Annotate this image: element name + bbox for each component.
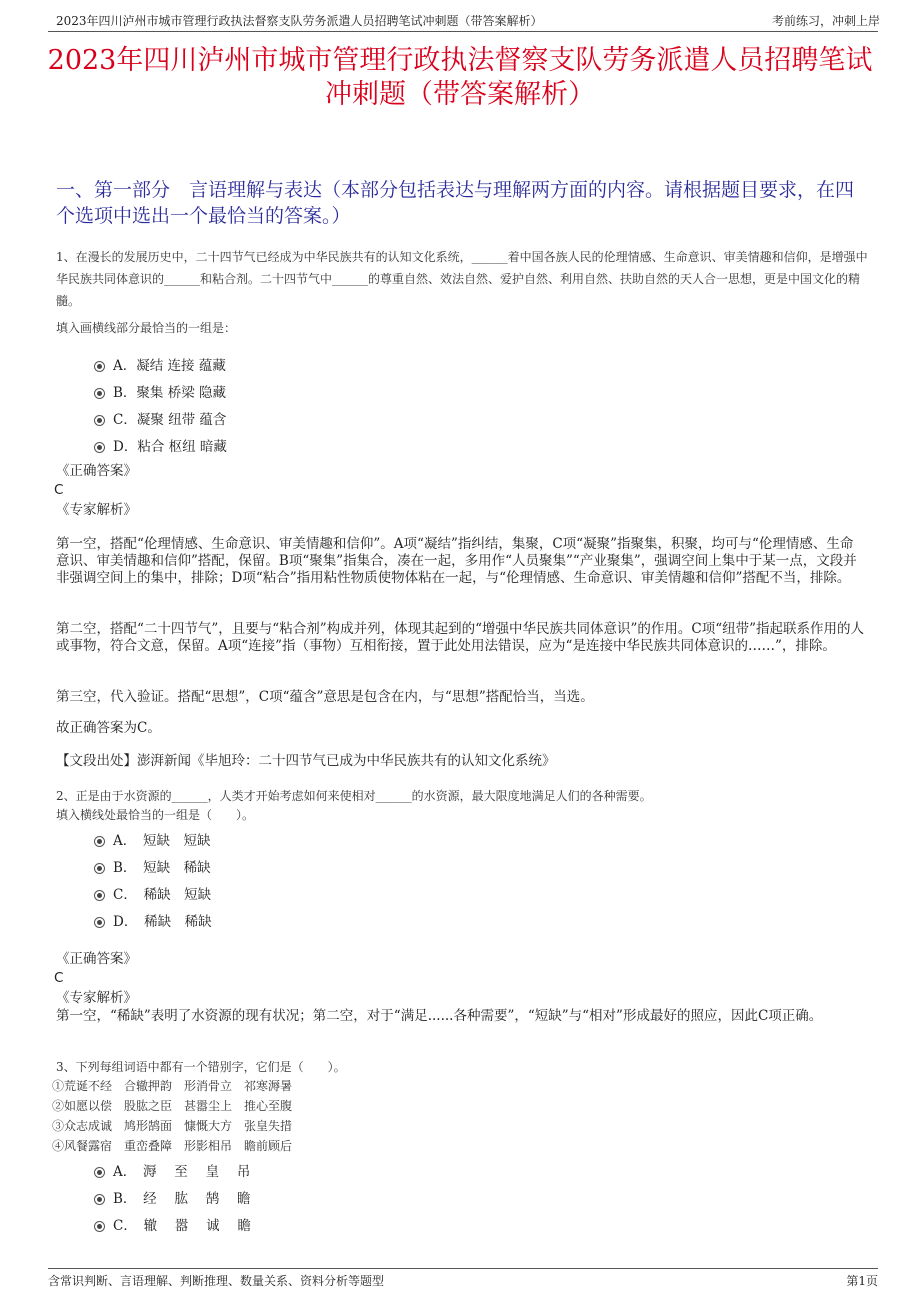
- radio-icon[interactable]: [94, 415, 105, 426]
- footer-note: 含常识判断、言语理解、判断推理、数量关系、资料分析等题型: [48, 1274, 385, 1288]
- section-heading: 一、第一部分 言语理解与表达（本部分包括表达与理解两方面的内容。请根据题目要求，在四个选项中选出一个最恰当的答案。）: [56, 179, 855, 227]
- header-title: 2023年四川泸州市城市管理行政执法督察支队劳务派遣人员招聘笔试冲刺题（带答案解析）: [56, 14, 543, 28]
- option-label: B． 短缺 稀缺: [113, 860, 211, 876]
- option-label: B．聚集 桥梁 隐藏: [113, 385, 227, 401]
- q1-option-b[interactable]: [94, 381, 226, 401]
- q2-stem: 2、正是由于水资源的______，人类才开始考虑如何来使相对______的水资源，最大限度地满足人们的各种需要。: [56, 789, 652, 803]
- option-label: C． 稀缺 短缺: [113, 887, 212, 903]
- q3-stem: 3、下列每组词语中都有一个错别字，它们是（ ）。: [56, 1060, 346, 1074]
- option-label: A． 溽 至 皇 吊: [113, 1164, 251, 1180]
- q1-option-d[interactable]: [94, 435, 227, 455]
- option-label: A． 短缺 短缺: [113, 833, 211, 849]
- q1-option-c[interactable]: [94, 408, 226, 428]
- q3-option-c[interactable]: [94, 1214, 251, 1234]
- radio-icon[interactable]: [94, 1194, 105, 1205]
- q1-analysis-para-1: 第一空，搭配“伦理情感、生命意识、审美情趣和信仰”。A项“凝结”指纠结，集聚，C项“凝聚”指聚集，积聚，均可与“伦理情感、生命意识、审美情趣和信仰”搭配，保留。B项“聚集”指集合，凑在一起，多用作“人员聚集”“产业聚集”，强调空间上集中于某一点，文段并非强调空间上的集中，排除；D项“粘合”指用粘性物质使物体粘在一起，与“伦理情感、生命意识、审美情趣和信仰”搭配不当，排除。: [56, 536, 857, 586]
- page-number: 第1页: [846, 1274, 878, 1288]
- radio-icon[interactable]: [94, 836, 105, 847]
- q1-analysis-label: 《专家解析》: [56, 502, 137, 518]
- option-label: C． 辙 嚣 诚 瞻: [113, 1218, 251, 1234]
- q1-answer-label: 《正确答案》: [56, 463, 137, 479]
- q1-source: 【文段出处】澎湃新闻《毕旭玲：二十四节气已成为中华民族共有的认知文化系统》: [56, 753, 556, 769]
- q2-answer-label: 《正确答案》: [56, 951, 137, 967]
- option-label: A．凝结 连接 蕴藏: [113, 358, 226, 374]
- radio-icon[interactable]: [94, 917, 105, 928]
- q2-option-d[interactable]: [94, 910, 212, 930]
- radio-icon[interactable]: [94, 863, 105, 874]
- option-label: C．凝聚 纽带 蕴含: [113, 412, 227, 428]
- option-label: D． 稀缺 稀缺: [113, 914, 212, 930]
- option-label: B． 经 肱 鹄 瞻: [113, 1191, 251, 1207]
- q3-option-a[interactable]: [94, 1160, 250, 1180]
- document-title: 2023年四川泸州市城市管理行政执法督察支队劳务派遣人员招聘笔试冲刺题（带答案解析）: [47, 45, 873, 110]
- q2-answer: C: [54, 970, 64, 986]
- q3-option-b[interactable]: [94, 1187, 251, 1207]
- q1-answer: C: [54, 482, 64, 498]
- header-divider: [48, 31, 878, 32]
- q3-line-3: ③众志成诚 鸠形鹄面 慷慨大方 张皇失措: [52, 1119, 293, 1133]
- q1-stem: 1、在漫长的发展历史中，二十四节气已经成为中华民族共有的认知文化系统，______着中国各族人民的伦理情感、生命意识、审美情趣和信仰，是增强中华民族共同体意识的______和粘合剂。二十四节气中______的尊重自然、效法自然、爱护自然、利用自然、扶助自然的天人合一思想，更是中国文化的精髓。: [56, 250, 868, 308]
- radio-icon[interactable]: [94, 442, 105, 453]
- q2-option-a[interactable]: [94, 829, 211, 849]
- q2-option-b[interactable]: [94, 856, 211, 876]
- q1-analysis-conclusion: 故正确答案为C。: [56, 720, 161, 736]
- q3-line-4: ④风餐露宿 重峦叠障 形影相吊 瞻前顾后: [52, 1139, 293, 1153]
- q1-prompt: 填入画横线部分最恰当的一组是：: [56, 321, 237, 335]
- q1-analysis-para-3: 第三空，代入验证。搭配“思想”，C项“蕴含”意思是包含在内，与“思想”搭配恰当，当选。: [56, 689, 594, 705]
- q3-line-1: ①荒诞不经 合辙押韵 形消骨立 祁寒溽暑: [52, 1079, 293, 1093]
- q3-line-2: ②如愿以偿 股肱之臣 甚嚣尘上 推心至腹: [52, 1099, 293, 1113]
- radio-icon[interactable]: [94, 1167, 105, 1178]
- radio-icon[interactable]: [94, 890, 105, 901]
- q2-prompt: 填入横线处最恰当的一组是（ ）。: [56, 808, 255, 822]
- radio-icon[interactable]: [94, 1221, 105, 1232]
- q1-option-a[interactable]: [94, 354, 226, 374]
- q2-analysis-label: 《专家解析》: [56, 990, 137, 1006]
- radio-icon[interactable]: [94, 388, 105, 399]
- q1-analysis-para-2: 第二空，搭配“二十四节气”，且要与“粘合剂”构成并列，体现其起到的“增强中华民族共同体意识”的作用。C项“纽带”指起联系作用的人或事物，符合文意，保留。A项“连接”指（事物）互相衔接，置于此处用法错误，应为“是连接中华民族共同体意识的……”，排除。: [56, 621, 865, 654]
- q2-analysis: 第一空，“稀缺”表明了水资源的现有状况；第二空，对于“满足......各种需要”，“短缺”与“相对”形成最好的照应，因此C项正确。: [56, 1008, 823, 1024]
- option-label: D．粘合 枢纽 暗藏: [113, 439, 227, 455]
- header-slogan: 考前练习，冲刺上岸: [771, 14, 880, 28]
- q2-option-c[interactable]: [94, 883, 211, 903]
- radio-icon[interactable]: [94, 361, 105, 372]
- footer-divider: [48, 1268, 878, 1269]
